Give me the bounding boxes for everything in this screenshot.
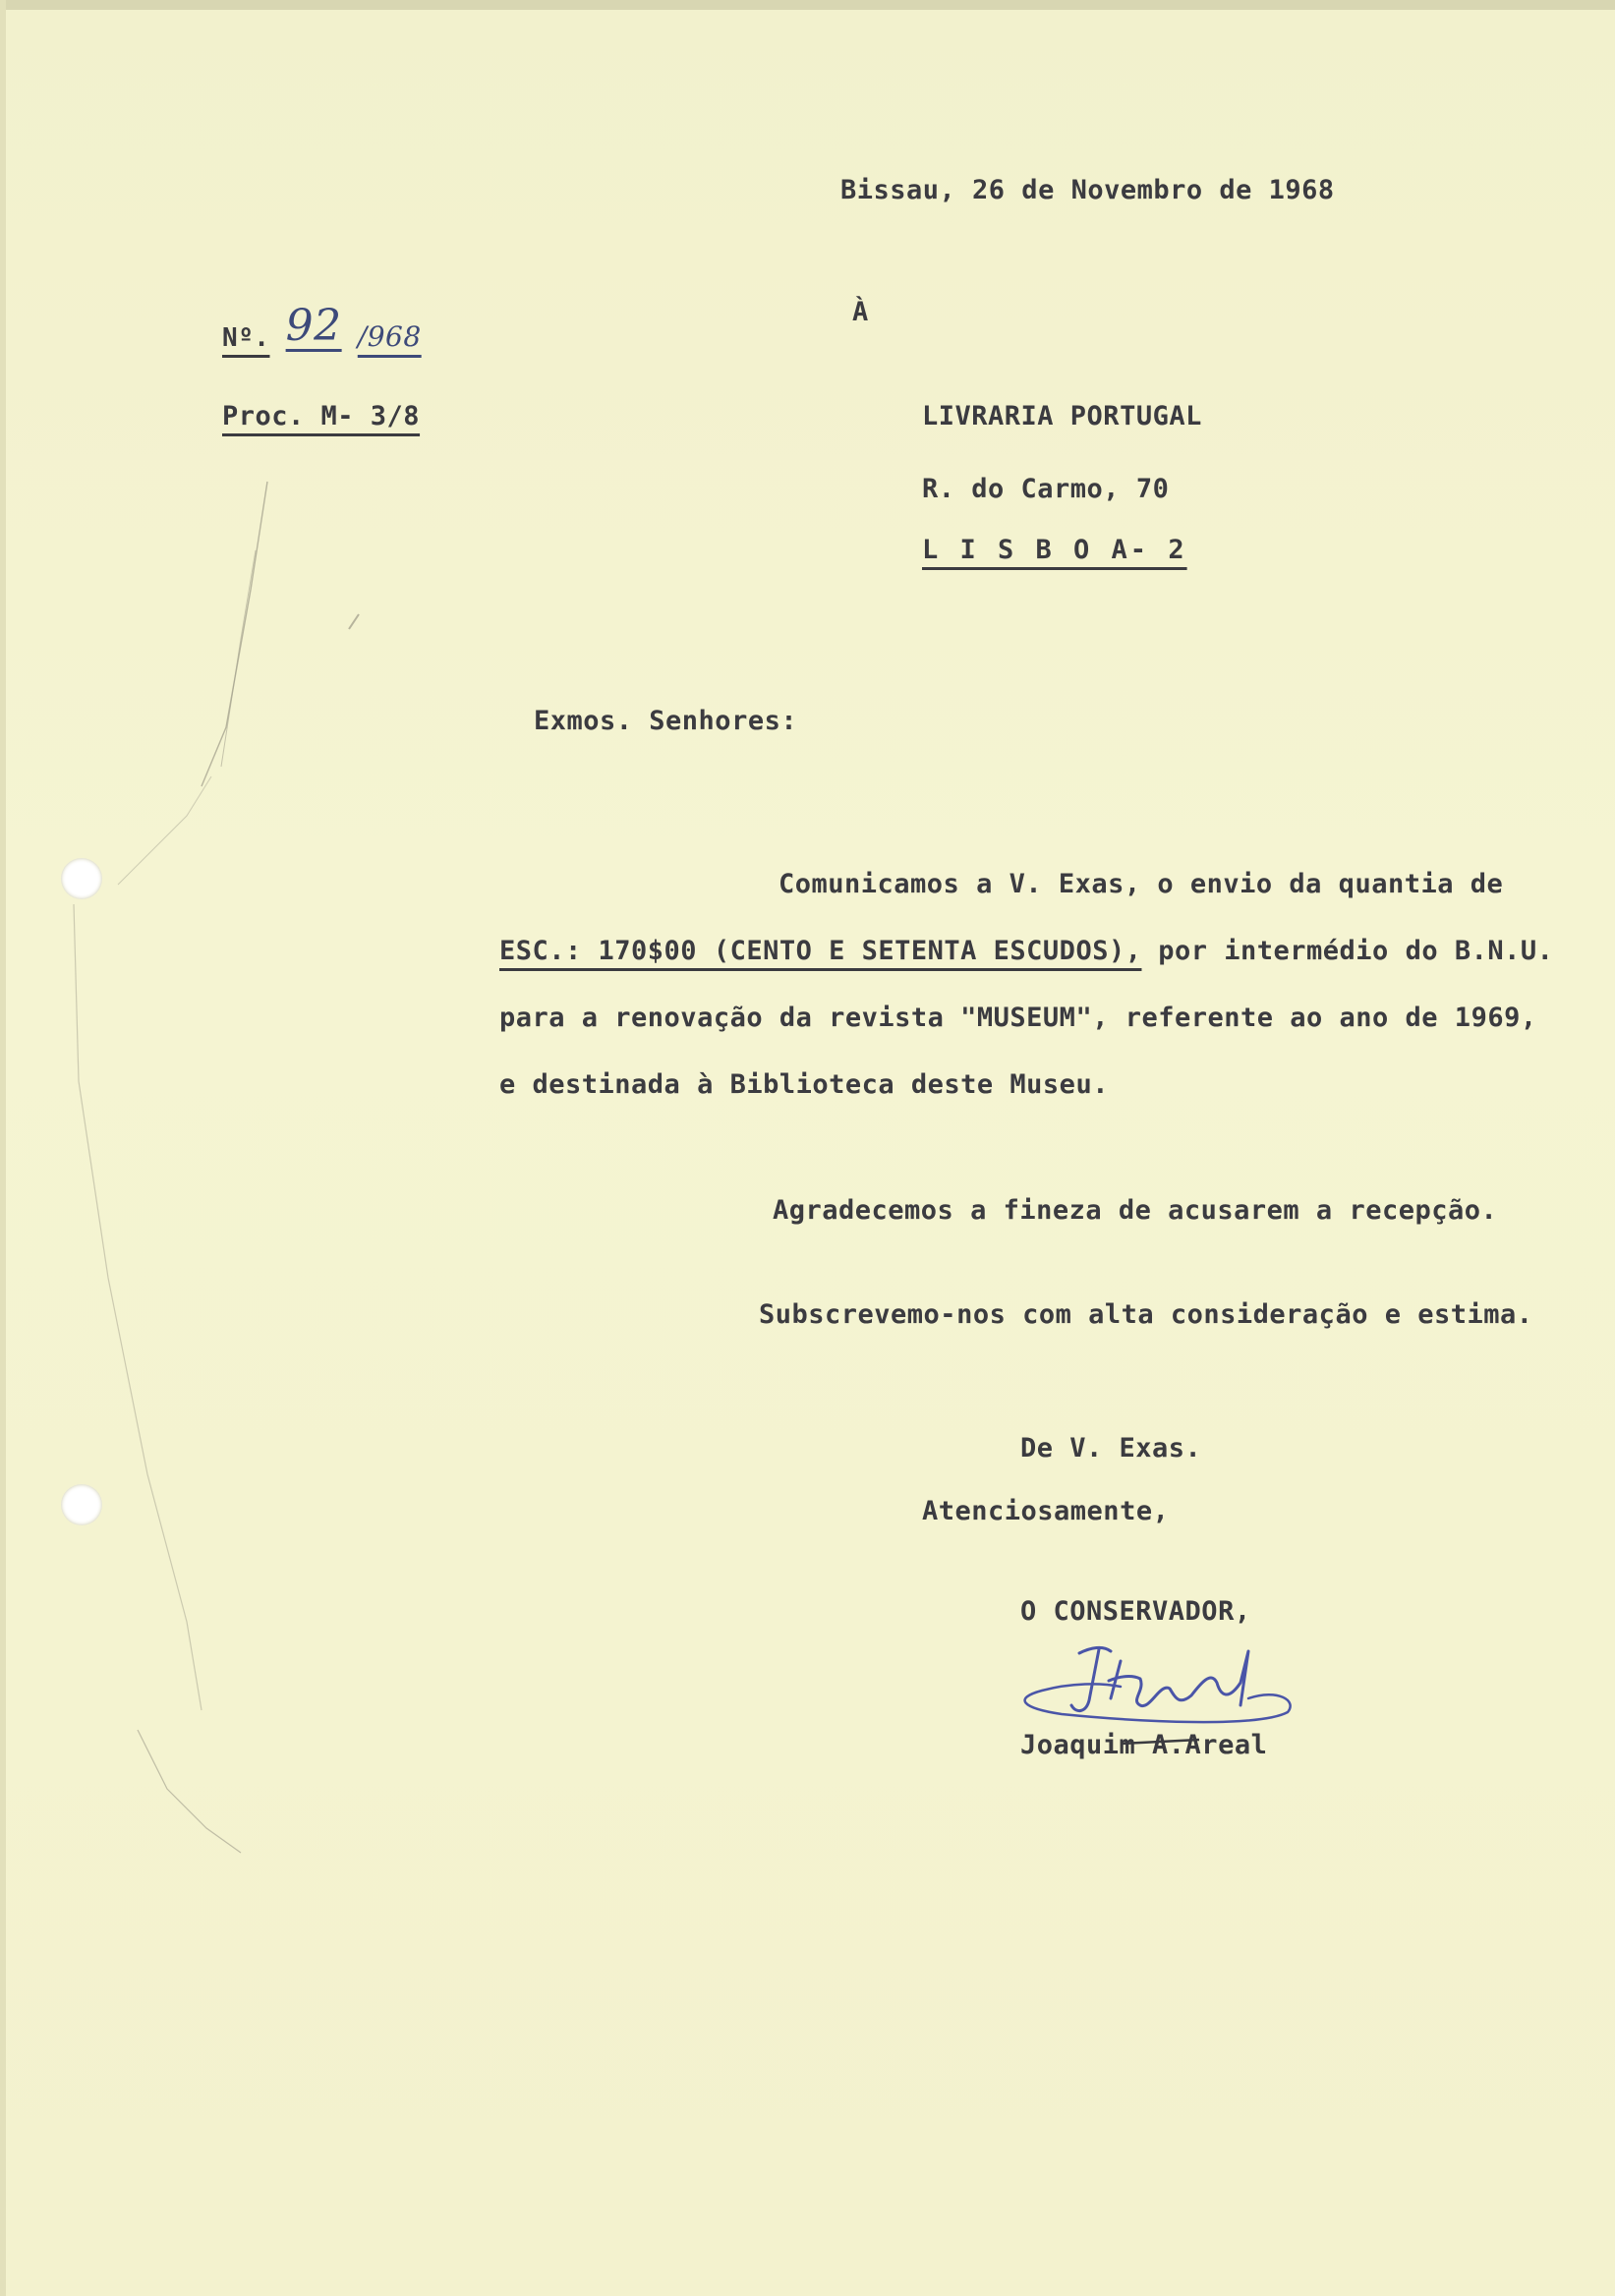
body-line-4: e destinada à Biblioteca deste Museu. bbox=[499, 1069, 1109, 1100]
place-date: Bissau, 26 de Novembro de 1968 bbox=[840, 175, 1335, 205]
body-line-3: para a renovação da revista "MUSEUM", referente ao ano de 1969, bbox=[499, 1003, 1537, 1033]
salutation: Exmos. Senhores: bbox=[534, 706, 798, 736]
recipient-street: R. do Carmo, 70 bbox=[922, 474, 1170, 504]
ref-number-handwritten: 92 bbox=[285, 301, 342, 351]
signatory-title: O CONSERVADOR, bbox=[1020, 1596, 1251, 1627]
body-line-2-rest: por intermédio do B.N.U. bbox=[1158, 936, 1554, 966]
closing-line-2: Atenciosamente, bbox=[922, 1496, 1170, 1526]
recipient-a: À bbox=[852, 297, 869, 327]
signatory-name: Joaquim A.Areal bbox=[1020, 1730, 1268, 1760]
body-line-1: Comunicamos a V. Exas, o envio da quantia de bbox=[779, 869, 1504, 899]
body-paragraph-2: Agradecemos a fineza de acusarem a recepção. bbox=[773, 1195, 1498, 1226]
ref-year-handwritten: /968 bbox=[357, 320, 422, 353]
body-paragraph-3: Subscrevemo-nos com alta consideração e estima. bbox=[759, 1299, 1533, 1330]
process-reference: Proc. M- 3/8 bbox=[222, 401, 421, 431]
recipient-city: L I S B O A- 2 bbox=[922, 535, 1187, 565]
recipient-name: LIVRARIA PORTUGAL bbox=[922, 401, 1202, 431]
ref-prefix: Nº. bbox=[222, 323, 270, 353]
closing-line-1: De V. Exas. bbox=[1020, 1433, 1202, 1464]
amount-text: ESC.: 170$00 (CENTO E SETENTA ESCUDOS), bbox=[499, 936, 1142, 966]
